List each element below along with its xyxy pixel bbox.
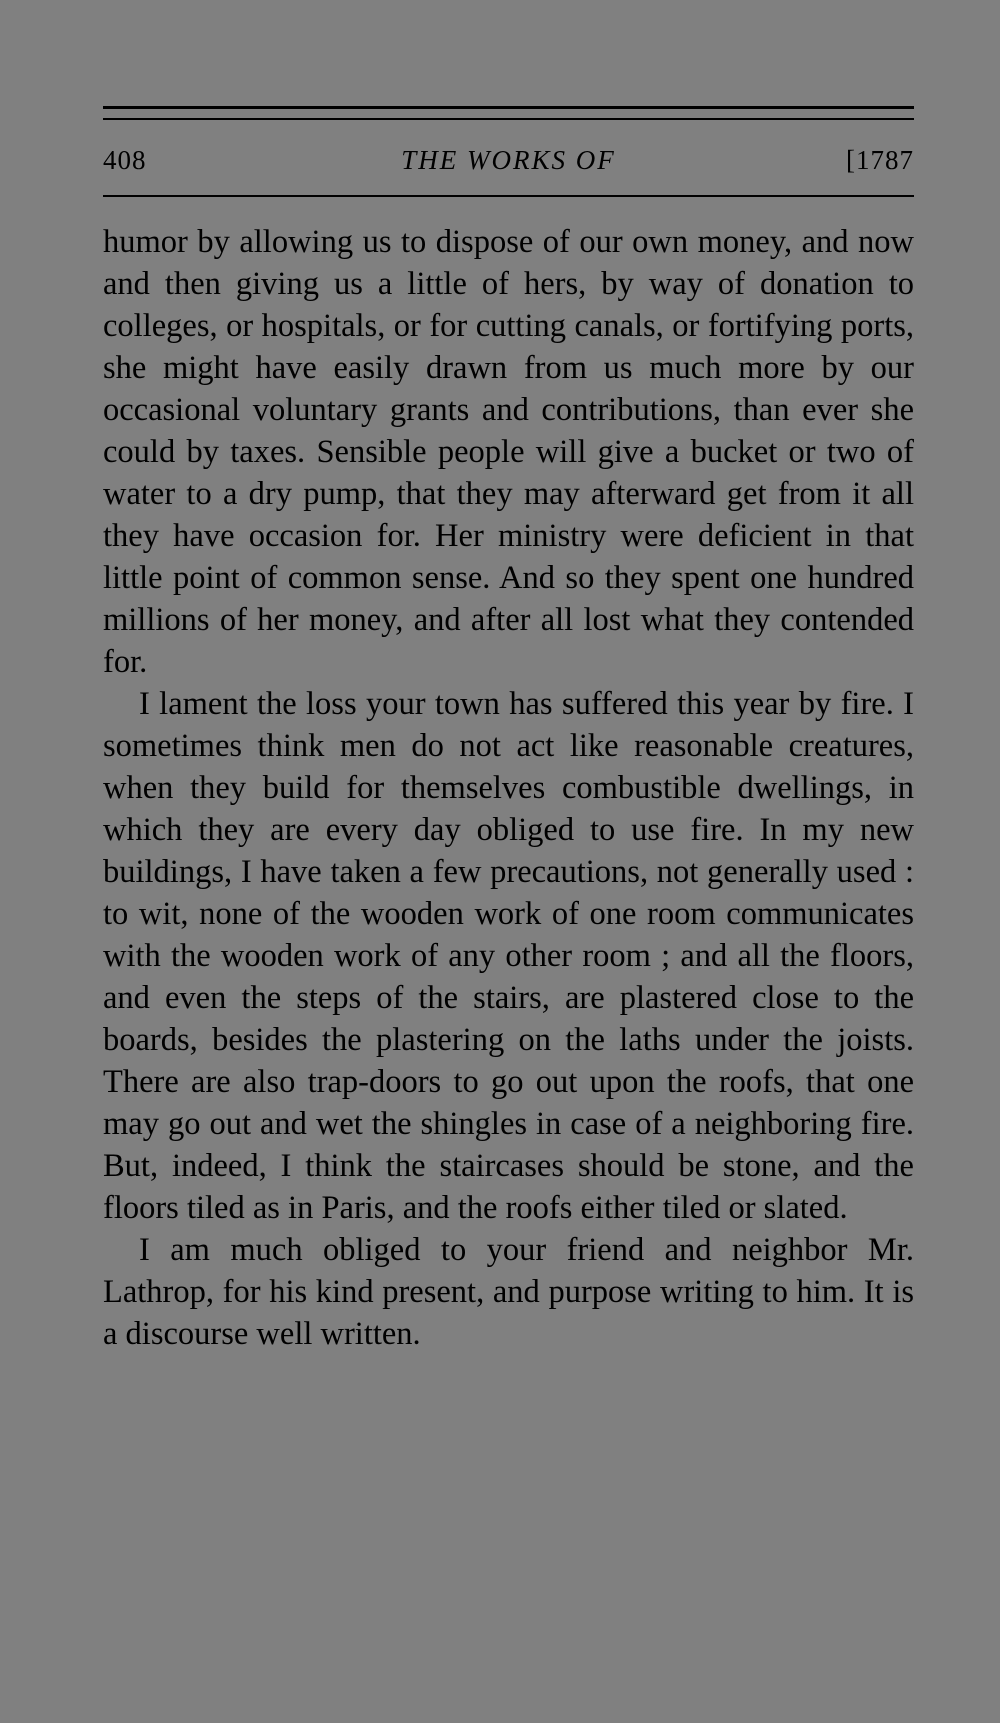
header-rule-bottom [103, 195, 914, 197]
header-rule-second [103, 118, 914, 120]
running-title: THE WORKS OF [401, 145, 616, 175]
paragraph-fire: I lament the loss your town has suffered this year by fire. I sometimes think men do not act like reasonable creatures, when they build for themselves combustible dwellings, in which they are every day obliged to use fire. In my new buildings, I have taken a few precautions, not generally used : to wit, none of the wooden work of one room communicates with the wooden work of any other room ; and all the floors, and even the steps of the stairs, are plastered close to the boards, besides the plastering on the laths under the joists. There are also trap-doors to go out upon the roofs, that one may go out and wet the shingles in case of a neighboring fire. But, indeed, I think the staircases should be stone, and the floors tiled as in Paris, and the roofs either tiled or slated. [103, 686, 914, 1226]
body-text [103, 221, 914, 1355]
running-header [103, 138, 914, 182]
page-number: 408 [103, 145, 147, 175]
header-year: [1787 [846, 145, 914, 175]
paragraph-continued: humor by allowing us to dispose of our own money, and now and then giving us a little of hers, by way of donation to colleges, or hospitals, or for cutting canals, or fortifying ports, she might have easily drawn from us much more by our occasional voluntary grants and contributions, than ever she could by taxes. Sensible people will give a bucket or two of water to a dry pump, that they may afterward get from it all they have occasion for. Her ministry were deficient in that little point of common sense. And so they spent one hundred millions of her money, and after all lost what they contended for. [103, 224, 914, 680]
book-page [103, 0, 914, 1723]
paragraph-lathrop: I am much obliged to your friend and neighbor Mr. Lathrop, for his kind present, and purpose writing to him. It is a discourse well written. [103, 1232, 914, 1352]
header-rule-top [103, 106, 914, 109]
